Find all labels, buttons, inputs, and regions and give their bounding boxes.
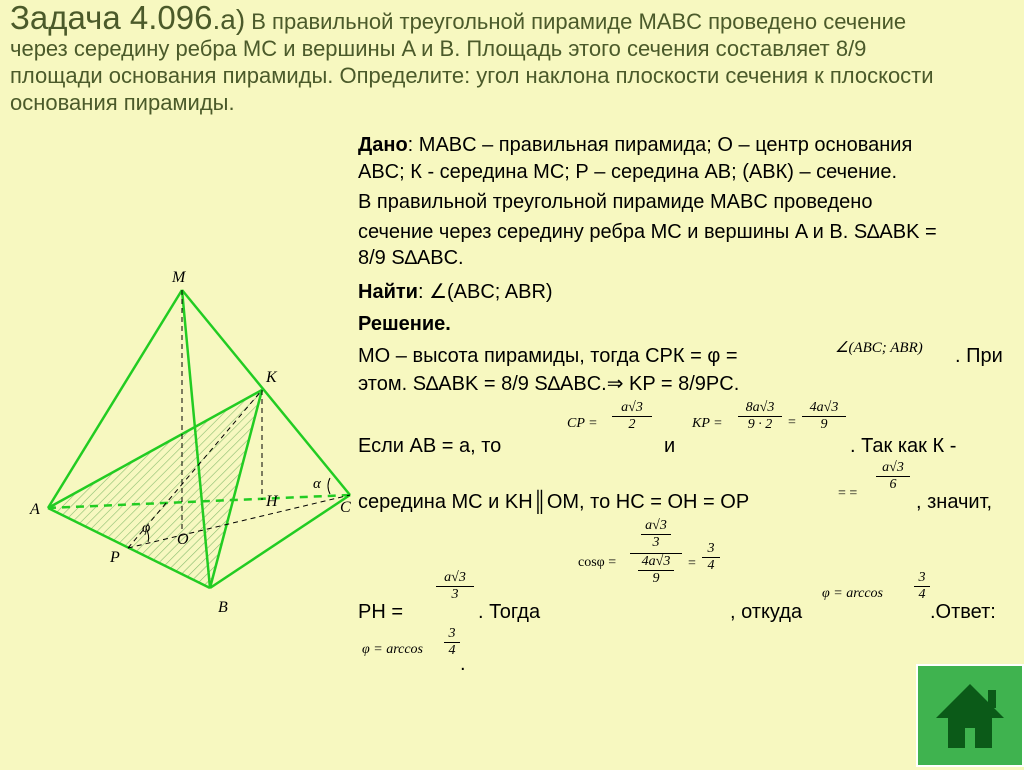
given-line-2: ABC; К - середина MC; Р – середина AB; (ABК) – сечение. xyxy=(358,161,898,183)
find-label: Найти xyxy=(358,281,418,303)
hence-text: , значит, xyxy=(916,491,993,513)
home-icon xyxy=(918,666,1022,765)
solution-line-1-end: . При xyxy=(955,345,1003,367)
cp-fraction: a√3 2 xyxy=(612,400,652,433)
label-m: M xyxy=(172,269,186,286)
home-button[interactable] xyxy=(916,664,1024,767)
task-number: Задача 4.096 xyxy=(10,0,213,36)
since-text: . Так как К - xyxy=(850,435,957,457)
angle-notation: ∠(ABC; ABR) xyxy=(835,340,923,356)
task-line-3: площади основания пирамиды. Определите: угол наклона плоскости сечения к плоскости xyxy=(10,63,934,88)
task-line-4: основания пирамиды. xyxy=(10,90,235,115)
equals-sign: = xyxy=(788,415,796,430)
label-o: O xyxy=(177,531,189,548)
solution-line-2: этом. S∆ABK = 8/9 S∆ABC.⇒ KP = 8/9PC. xyxy=(358,373,740,395)
given-line-1: Дано: MABC – правильная пирамида; O – центр основания xyxy=(358,134,913,156)
if-ab-text: Если AB = a, то xyxy=(358,435,502,457)
whence-text: , откуда xyxy=(730,601,803,623)
answer-label: .Ответ: xyxy=(930,601,996,623)
hc-equals: = = xyxy=(838,486,858,501)
kp-fraction-2: 4a√3 9 xyxy=(802,400,846,433)
answer-end: . xyxy=(460,653,466,675)
answer-arccos: φ = arccos xyxy=(362,642,423,657)
label-alpha: α xyxy=(313,476,321,492)
pyramid-figure xyxy=(0,0,360,640)
task-line-1: В правильной треугольной пирамиде MABC проведено сечение xyxy=(245,9,907,34)
label-p: P xyxy=(110,549,120,566)
label-c: C xyxy=(340,499,351,516)
label-h: H xyxy=(266,493,278,510)
given-line-4: сечение через середину ребра MC и вершины A и B. S∆ABK = xyxy=(358,221,937,243)
midpoint-text: середина MC и KH║OM, то HC = OH = OP xyxy=(358,491,750,513)
solution-line-1: MO – высота пирамиды, тогда СРК = φ = xyxy=(358,345,738,367)
cos-lhs: cosφ = xyxy=(578,555,617,570)
ph-text: PH = xyxy=(358,601,404,623)
then-text: . Тогда xyxy=(478,601,541,623)
label-phi: φ xyxy=(142,520,151,536)
and-text: и xyxy=(664,435,676,457)
hc-fraction: a√3 6 xyxy=(876,460,910,493)
solution-label: Решение. xyxy=(358,313,451,335)
ph-fraction: a√3 3 xyxy=(436,570,474,603)
label-b: B xyxy=(218,599,228,616)
task-suffix: .а) xyxy=(212,4,246,35)
kp-lhs: KP = xyxy=(692,416,723,431)
find-line xyxy=(358,280,553,304)
angle-alpha-arc xyxy=(328,478,330,494)
answer-fraction: 3 4 xyxy=(444,626,460,659)
cos-equals: = xyxy=(688,556,696,571)
label-k: К xyxy=(266,369,277,386)
cos-rhs-fraction: 3 4 xyxy=(702,541,720,574)
label-a: A xyxy=(30,501,40,518)
phi-arccos: φ = arccos xyxy=(822,586,883,601)
phi-arccos-fraction: 3 4 xyxy=(914,570,930,603)
given-line-3: В правильной треугольной пирамиде MABC проведено xyxy=(358,191,873,213)
task-line-2: через середину ребра MC и вершины A и B. Площадь этого сечения составляет 8/9 xyxy=(10,36,867,61)
given-line-5: 8/9 S∆ABC. xyxy=(358,247,464,269)
cp-lhs: CP = xyxy=(567,416,598,431)
given-label: Дано xyxy=(358,134,408,156)
find-value: : ∠(ABC; ABR) xyxy=(417,281,553,303)
kp-fraction-1: 8a√3 9 · 2 xyxy=(738,400,782,433)
cos-complex-fraction: a√3 3 4a√3 9 xyxy=(630,518,682,587)
